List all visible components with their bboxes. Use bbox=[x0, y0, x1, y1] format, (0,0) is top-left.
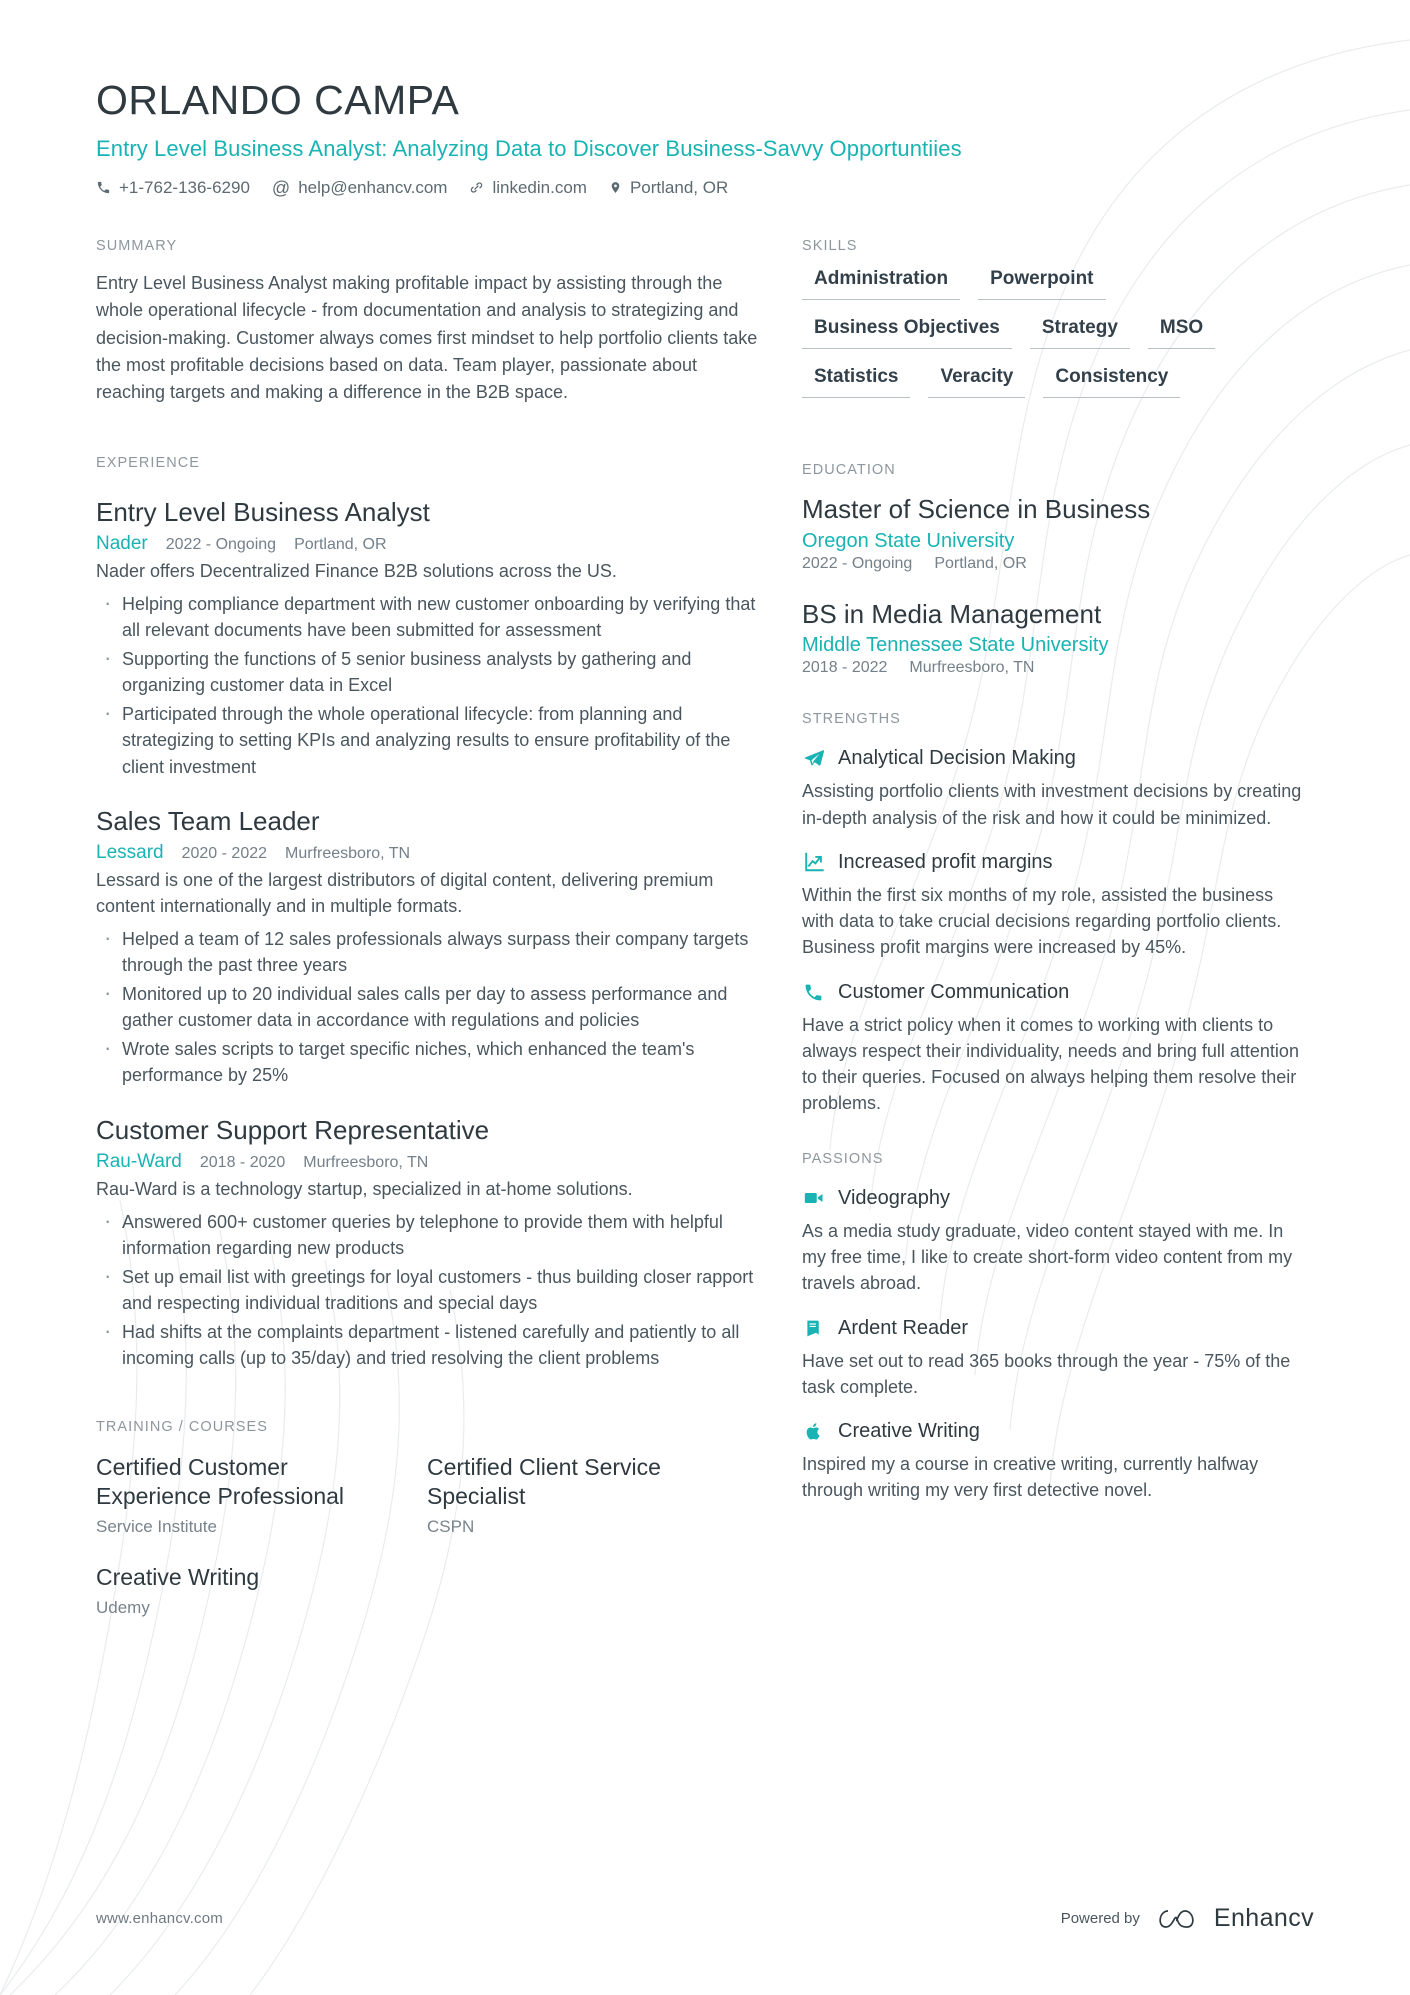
list-item: · Answered 600+ customer queries by telephone to provide them with helpful information regarding new products bbox=[96, 1209, 758, 1261]
link-icon bbox=[469, 180, 484, 195]
job-dates: 2018 - 2020 bbox=[199, 1153, 286, 1171]
education-dates: 2018 - 2022 bbox=[802, 659, 888, 677]
job-bullet-list bbox=[96, 1209, 758, 1372]
job-meta bbox=[96, 1151, 758, 1173]
job-company[interactable]: Nader bbox=[96, 532, 148, 554]
strength-body: Assisting portfolio clients with investment decisions by creating in-depth analysis of the risk and how it could be minimized. bbox=[802, 781, 1302, 828]
passion-header bbox=[802, 1420, 1302, 1443]
training-org: Udemy bbox=[96, 1598, 150, 1618]
contact-email-text: help@enhancv.com bbox=[298, 177, 448, 197]
education-school[interactable]: Oregon State University bbox=[802, 529, 1015, 552]
job-role: Customer Support Representative bbox=[96, 1114, 490, 1145]
job-company[interactable]: Lessard bbox=[96, 841, 164, 863]
job-description: Lessard is one of the largest distributors of digital content, delivering premium content internationally and in multiple formats. bbox=[96, 869, 714, 916]
footer-brand-name: Enhancv bbox=[1213, 1904, 1314, 1932]
chart-line-icon bbox=[802, 851, 825, 874]
experience-item bbox=[96, 497, 758, 780]
strength-header bbox=[802, 851, 1302, 874]
skill-tag: MSO bbox=[1148, 317, 1215, 349]
strength-item bbox=[802, 851, 1302, 961]
enhancv-logo-icon bbox=[1154, 1905, 1200, 1933]
education-dates: 2022 - Ongoing bbox=[802, 554, 913, 572]
training-section bbox=[96, 1419, 758, 1644]
skills-section-title: SKILLS bbox=[802, 237, 858, 254]
training-org: Service Institute bbox=[96, 1517, 217, 1537]
job-bullet-list bbox=[96, 591, 758, 780]
footer-website-url[interactable]: www.enhancv.com bbox=[96, 1910, 223, 1927]
job-dates: 2022 - Ongoing bbox=[165, 535, 277, 553]
education-degree: Master of Science in Business bbox=[802, 493, 1151, 524]
job-meta bbox=[96, 842, 758, 864]
strength-body: Have a strict policy when it comes to working with clients to always respect their individuality, needs and bring full attention to their queries. Focused on always helping them resolve their problems. bbox=[802, 1014, 1299, 1114]
experience-item bbox=[96, 1115, 758, 1372]
professional-headline: Entry Level Business Analyst: Analyzing Data to Discover Business-Savvy Opportuntiies bbox=[96, 135, 962, 161]
contact-link-text: linkedin.com bbox=[492, 177, 587, 197]
job-description: Nader offers Decentralized Finance B2B solutions across the US. bbox=[96, 560, 617, 581]
page-footer bbox=[96, 1904, 1314, 1933]
resume-header bbox=[96, 0, 1314, 198]
training-list bbox=[96, 1453, 758, 1644]
passion-item bbox=[802, 1187, 1302, 1297]
contact-link[interactable] bbox=[469, 178, 587, 198]
right-column bbox=[802, 238, 1302, 1504]
contact-phone[interactable] bbox=[96, 178, 250, 198]
paper-plane-icon bbox=[802, 747, 825, 770]
passion-name: Videography bbox=[838, 1186, 950, 1209]
contact-location bbox=[609, 178, 728, 198]
list-item: · Participated through the whole operational lifecycle: from planning and strategizing to setting KPIs and analyzing results to ensure profitability of the client investment bbox=[96, 701, 758, 779]
strength-item bbox=[802, 981, 1302, 1117]
education-meta bbox=[802, 555, 1302, 573]
phone-icon bbox=[96, 180, 111, 195]
job-company[interactable]: Rau-Ward bbox=[96, 1150, 182, 1172]
strength-header bbox=[802, 981, 1302, 1004]
strength-header bbox=[802, 747, 1302, 770]
job-location: Murfreesboro, TN bbox=[285, 844, 411, 862]
list-item: · Had shifts at the complaints department - listened carefully and patiently to all incoming calls (up to 35/day) and tried resolving the client problems bbox=[96, 1319, 758, 1371]
job-location: Portland, OR bbox=[294, 535, 387, 553]
contact-bar bbox=[96, 178, 1314, 198]
page-title: ORLANDO CAMPA bbox=[96, 77, 460, 123]
training-name: Creative Writing bbox=[96, 1564, 260, 1591]
strengths-section bbox=[802, 711, 1302, 1116]
training-item bbox=[96, 1453, 427, 1537]
skill-tag: Powerpoint bbox=[978, 268, 1105, 300]
skill-tag: Consistency bbox=[1043, 366, 1180, 398]
book-icon bbox=[802, 1317, 825, 1340]
skill-tag: Business Objectives bbox=[802, 317, 1012, 349]
list-item: · Helped a team of 12 sales professionals always surpass their company targets through the past three years bbox=[96, 926, 758, 978]
passion-header bbox=[802, 1187, 1302, 1210]
job-description: Rau-Ward is a technology startup, specialized in at-home solutions. bbox=[96, 1178, 633, 1199]
education-item bbox=[802, 494, 1302, 573]
experience-section-title: EXPERIENCE bbox=[96, 454, 200, 471]
training-org: CSPN bbox=[427, 1517, 475, 1537]
list-item: · Helping compliance department with new customer onboarding by verifying that all relevant documents have been submitted for assessment bbox=[96, 591, 758, 643]
list-item: · Wrote sales scripts to target specific niches, which enhanced the team's performance by 25% bbox=[96, 1036, 758, 1088]
passion-name: Creative Writing bbox=[838, 1420, 980, 1443]
summary-section-title: SUMMARY bbox=[96, 237, 178, 254]
strength-name: Customer Communication bbox=[838, 980, 1070, 1003]
left-column bbox=[96, 238, 758, 1644]
education-meta bbox=[802, 659, 1302, 677]
education-section-title: EDUCATION bbox=[802, 461, 896, 478]
job-dates: 2020 - 2022 bbox=[181, 844, 268, 862]
strength-name: Increased profit margins bbox=[838, 850, 1053, 873]
job-bullet-list bbox=[96, 926, 758, 1089]
footer-branding bbox=[1061, 1904, 1314, 1933]
passion-body: Have set out to read 365 books through the year - 75% of the task complete. bbox=[802, 1350, 1291, 1397]
education-location: Portland, OR bbox=[934, 554, 1027, 572]
video-camera-icon bbox=[802, 1187, 825, 1210]
education-location: Murfreesboro, TN bbox=[909, 659, 1035, 677]
education-school[interactable]: Middle Tennessee State University bbox=[802, 634, 1109, 657]
job-role: Sales Team Leader bbox=[96, 805, 320, 836]
passion-header bbox=[802, 1317, 1302, 1340]
skills-row bbox=[802, 317, 1302, 349]
contact-location-text: Portland, OR bbox=[629, 177, 729, 197]
passion-name: Ardent Reader bbox=[838, 1316, 969, 1339]
training-item bbox=[96, 1563, 427, 1618]
training-item bbox=[427, 1453, 758, 1537]
contact-phone-text: +1-762-136-6290 bbox=[119, 177, 250, 197]
education-item bbox=[802, 599, 1302, 678]
contact-email[interactable] bbox=[272, 178, 448, 198]
apple-icon bbox=[802, 1420, 825, 1443]
list-item: · Monitored up to 20 individual sales calls per day to assess performance and gather customer data in accordance with regulations and policies bbox=[96, 981, 758, 1033]
strength-name: Analytical Decision Making bbox=[838, 747, 1076, 770]
passion-body: Inspired my a course in creative writing, currently halfway through writing my very first detective novel. bbox=[802, 1454, 1259, 1501]
passion-body: As a media study graduate, video content stayed with me. In my free time, I like to create short-form video content from my travels abroad. bbox=[802, 1220, 1293, 1294]
passion-item bbox=[802, 1420, 1302, 1504]
training-name: Certified Customer Experience Professional bbox=[96, 1454, 345, 1510]
footer-powered-by-label: Powered by bbox=[1060, 1910, 1140, 1927]
map-pin-icon bbox=[609, 180, 622, 195]
passion-item bbox=[802, 1317, 1302, 1401]
list-item: · Supporting the functions of 5 senior business analysts by gathering and organizing customer data in Excel bbox=[96, 646, 758, 698]
phone-icon bbox=[802, 981, 825, 1004]
job-meta bbox=[96, 533, 758, 555]
training-section-title: TRAINING / COURSES bbox=[96, 1419, 268, 1436]
passions-section bbox=[802, 1151, 1302, 1504]
summary-text: Entry Level Business Analyst making profitable impact by assisting through the whole operational lifecycle - from documentation and analysis to strategizing and decision-making. Customer always comes first mindset to help portfolio clients take the most profitable decisions based on data. Team player, passionate about reaching targets and making a difference in the B2B space. bbox=[96, 272, 758, 403]
strengths-section-title: STRENGTHS bbox=[802, 711, 901, 728]
skill-tag: Statistics bbox=[802, 366, 910, 398]
experience-item bbox=[96, 806, 758, 1089]
at-icon: @ bbox=[271, 177, 291, 198]
education-section bbox=[802, 462, 1302, 677]
job-location: Murfreesboro, TN bbox=[303, 1153, 429, 1171]
strength-item bbox=[802, 747, 1302, 831]
strength-body: Within the first six months of my role, assisted the business with data to take crucial decisions regarding portfolio clients. Business profit margins were increased by 45%. bbox=[802, 884, 1282, 958]
education-degree: BS in Media Management bbox=[802, 598, 1102, 629]
skills-section bbox=[802, 238, 1302, 398]
skills-list bbox=[802, 268, 1302, 398]
list-item: · Set up email list with greetings for loyal customers - thus building closer rapport and respecting individual traditions and special days bbox=[96, 1264, 758, 1316]
skill-tag: Administration bbox=[802, 268, 960, 300]
skills-row bbox=[802, 268, 1302, 300]
summary-section bbox=[96, 238, 758, 407]
skill-tag: Veracity bbox=[928, 366, 1025, 398]
skills-row bbox=[802, 366, 1302, 398]
training-name: Certified Client Service Specialist bbox=[427, 1454, 661, 1510]
job-role: Entry Level Business Analyst bbox=[96, 496, 430, 527]
experience-section bbox=[96, 455, 758, 1372]
passions-section-title: PASSIONS bbox=[802, 1150, 884, 1167]
skill-tag: Strategy bbox=[1030, 317, 1130, 349]
